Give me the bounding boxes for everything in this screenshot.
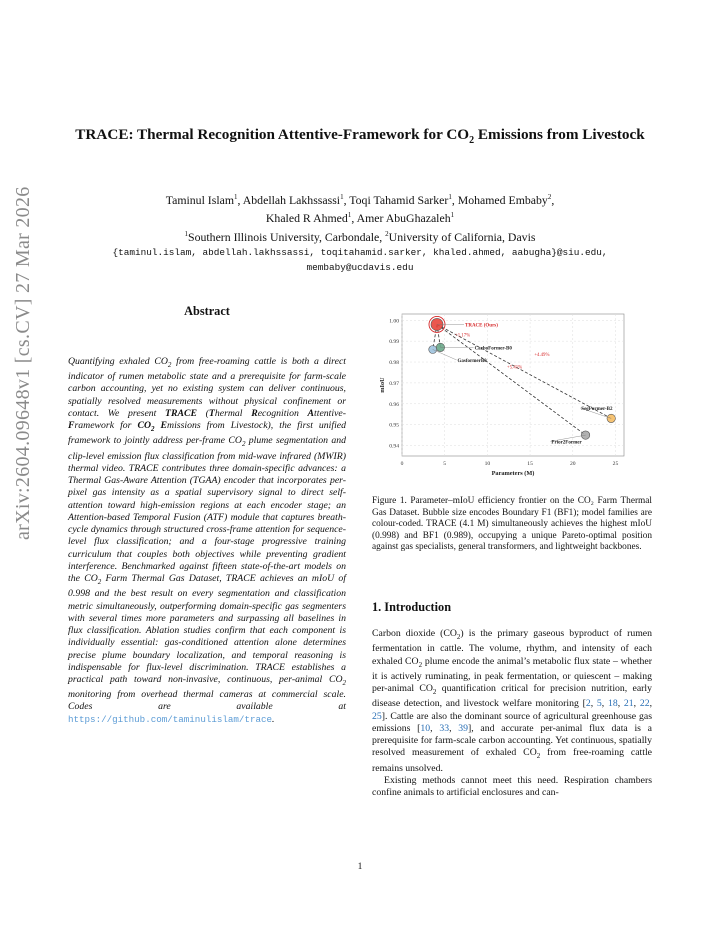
page-number: 1 xyxy=(357,862,363,872)
chart-svg xyxy=(372,306,652,486)
title-part2: Emissions from Livestock xyxy=(474,126,645,143)
title-part1: TRACE: Thermal Recognition Attentive-Framework for CO xyxy=(75,126,470,143)
author-line-2 xyxy=(60,208,660,226)
author: Abdellah Lakhssassi$^1$, xyxy=(242,192,350,207)
y-tick-label: 0.99 xyxy=(389,339,399,346)
code-link[interactable]: https://github.com/taminulislam/trace xyxy=(68,713,272,725)
gain-annotation: +1.17% xyxy=(455,333,471,339)
author: Taminul Islam$^1$, xyxy=(165,192,243,207)
x-tick-label: 25 xyxy=(612,461,619,467)
y-tick-label: 0.98 xyxy=(389,360,399,367)
figure-caption: Figure 1. Parameter–mIoU efficiency frontier on the CO₂ Farm Thermal Gas Dataset. Bubble size encodes Boundary F1 (BF1); model families are colour-coded. TRACE (4.1 M) simultaneously achieves the highest mIoU (0.998) and BF1 (0.989), occupying a unique Pareto-optimal position against gas specialists, general transformers, and lightweight backbones. xyxy=(372,496,652,553)
point-label: TRACE (Ours) xyxy=(465,323,498,329)
x-tick-label: 15 xyxy=(527,461,533,467)
y-tick-label: 1.00 xyxy=(389,318,399,325)
section-heading: 1. Introduction xyxy=(372,600,452,614)
arxiv-stamp: arXiv:2604.09648v1 [cs.CV] 27 Mar 2026 xyxy=(12,186,34,540)
x-tick-label: 5 xyxy=(443,461,447,467)
y-tick-label: 0.94 xyxy=(389,443,399,450)
x-axis-label: Parameters (M) xyxy=(491,470,535,477)
intro-paragraph: Existing methods cannot meet this need. Respiration chambers confine animals to artificial enclosures and can- xyxy=(372,775,652,799)
point-label: SegFormer-B2 xyxy=(581,406,613,412)
y-tick-label: 0.95 xyxy=(389,422,399,429)
gain-annotation: +5.41% xyxy=(507,365,523,371)
intro-paragraph: Carbon dioxide $(CO_2)$ is the primary gaseous byproduct of rumen fermentation in cattle. The volume, rhythm, and intensity of each exhaled $CO_2$ plume encode the animal’s metabolic flux state – whether it is actively ruminating, in peak fermentation, or quiescent – making per-animal $CO_2$ quantification critical for precision nutrition, early disease detection, and livestock welfare monitoring [2, 5, 18, 21, 22, 25]. Cattle are also the dominant source of agricultural greenhouse gas emissions [10, 33, 39], and accurate per-animal flux data is a prerequisite for farm-scale carbon accounting. Yet continuous, spatially resolved measurement of exhaled $CO_2$ from free-roaming cattle remains unsolved. xyxy=(372,628,653,774)
y-axis-label: mIoU xyxy=(379,377,386,393)
affiliations: $^1$Southern Illinois University, Carbondale, $^2$University of California, Davis xyxy=(184,229,536,244)
abstract-heading: Abstract xyxy=(184,304,230,318)
author-block xyxy=(60,190,660,275)
author: Mohamed Embaby$^2$, xyxy=(457,192,555,207)
email-line-1: {taminul.islam, abdellah.lakhssassi, toqitahamid.sarker, khaled.ahmed, aabugha}@siu.edu, xyxy=(112,247,608,259)
y-tick-label: 0.96 xyxy=(389,401,399,408)
data-point-3 xyxy=(607,414,615,422)
point-label: Prior2Former xyxy=(551,440,582,446)
author: Khaled R Ahmed$^1$, xyxy=(265,211,357,226)
y-tick-label: 0.97 xyxy=(389,380,399,387)
x-tick-label: 20 xyxy=(569,461,576,467)
author: Amer AbuGhazaleh$^1$ xyxy=(356,211,455,226)
author: Toqi Tahamid Sarker$^1$, xyxy=(349,192,458,207)
author-line-1 xyxy=(60,190,660,208)
gain-annotation: +4.49% xyxy=(534,352,550,358)
x-tick-label: 10 xyxy=(484,461,491,467)
x-tick-label: 0 xyxy=(400,461,404,467)
email-line-2: membaby@ucdavis.edu xyxy=(306,262,414,274)
title-subscript: 2 xyxy=(469,135,475,147)
abstract-text: Quantifying exhaled $CO_2$ from free-roaming cattle is both a direct indicator of rumen metabolic state and a prerequisite for farm-scale carbon accounting, yet no existing system can deliver continuous, spatially resolved measurements without physical confinement or contact. We present TRACE (Thermal Recognition Attentive-Framework for $CO_2$ Emissions from Livestock), the first unified framework to jointly address per-frame $CO_2$ plume segmentation and clip-level emission flux classification from mid-wave infrared (MWIR) thermal video. TRACE contributes three domain-specific advances: a Thermal Gas-Aware Attention (TGAA) encoder that incorporates per-pixel gas intensity as a spatial supervisory signal to direct self-attention toward high-emission regions at each encoder stage; an Attention-based Temporal Fusion (ATF) module that captures breath-cycle dynamics through structured cross-frame attention for sequence-level flux classification; and a four-stage progressive training curriculum that couples both objectives while preventing gradient interference. Benchmarked against fifteen state-of-the-art models on the $CO_2$ Farm Thermal Gas Dataset, TRACE achieves an mIoU of 0.998 and the best result on every segmentation and classification metric simultaneously, outperforming domain-specific gas segmenters with several times more parameters and surpassing all baselines in flux classification. Ablation studies confirm that each component is individually essential: gas-conditioned attention alone determines precise plume boundary localization, and temporal reasoning is indispensable for flux-level discrimination. TRACE establishes a practical path toward non-invasive, continuous, per-animal $CO_2$ monitoring from overhead thermal cameras at commercial scale. Codes are available at https://github.com/taminulislam/trace. xyxy=(68,356,347,725)
paper-title xyxy=(60,124,660,151)
point-label: CarboFormer-B0 xyxy=(474,346,512,352)
point-label: GasformerB0 xyxy=(457,358,487,364)
intro-text xyxy=(372,628,652,800)
efficiency-frontier-chart xyxy=(372,306,652,486)
